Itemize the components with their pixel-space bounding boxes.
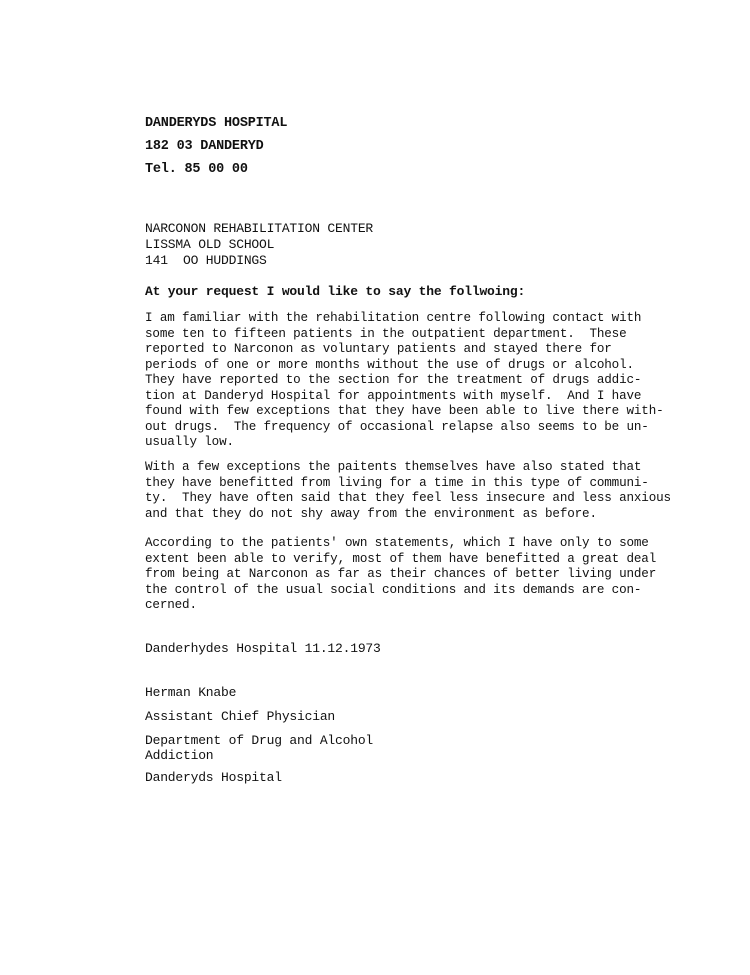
- paragraph-line: reported to Narconon as voluntary patients and stayed there for: [145, 342, 612, 356]
- paragraph-line: tion at Danderyd Hospital for appointments with myself. And I have: [145, 388, 642, 403]
- signatory-department: Department of Drug and Alcohol: [145, 733, 374, 748]
- signatory-institution: Danderyds Hospital: [145, 770, 282, 785]
- signatory-title: Assistant Chief Physician: [145, 709, 336, 724]
- paragraph-line: out drugs. The frequency of occasional relapse also seems to be un-: [145, 419, 649, 434]
- paragraph-2: [145, 460, 671, 522]
- sender-name: DANDERYDS HOSPITAL: [145, 116, 288, 131]
- paragraph-line: from being at Narconon as far as their chances of better living under: [145, 567, 657, 581]
- sender-phone: Tel. 85 00 00: [145, 162, 248, 177]
- paragraph-line: the control of the usual social conditions and its demands are con-: [145, 582, 642, 597]
- paragraph-line: found with few exceptions that they have been able to live there with-: [145, 404, 664, 418]
- paragraph-line: usually low.: [145, 435, 234, 449]
- paragraph-line: With a few exceptions the paitents themselves have also stated that: [145, 460, 642, 474]
- paragraph-1: [145, 311, 664, 451]
- paragraph-line: ty. They have often said that they feel less insecure and less anxious: [145, 491, 671, 505]
- signatory-department-cont: Addiction: [145, 748, 214, 763]
- paragraph-line: and that they do not shy away from the environment as before.: [145, 506, 597, 521]
- paragraph-line: They have reported to the section for the treatment of drugs addic-: [145, 373, 642, 387]
- paragraph-line: cerned.: [145, 598, 197, 612]
- intro-line: At your request I would like to say the follwoing:: [145, 284, 526, 299]
- paragraph-3: [145, 536, 656, 614]
- paragraph-line: extent been able to verify, most of them have benefitted a great deal: [145, 551, 657, 566]
- recipient-line-3: 141 OO HUDDINGS: [145, 253, 267, 268]
- recipient-line-1: NARCONON REHABILITATION CENTER: [145, 221, 374, 236]
- paragraph-line: they have benefitted from living for a time in this type of communi-: [145, 475, 649, 490]
- sender-postal: 182 03 DANDERYD: [145, 139, 264, 154]
- paragraph-line: some ten to fifteen patients in the outpatient department. These: [145, 326, 627, 341]
- recipient-line-2: LISSMA OLD SCHOOL: [145, 237, 275, 252]
- paragraph-line: I am familiar with the rehabilitation centre following contact with: [145, 311, 642, 325]
- signatory-name: Herman Knabe: [145, 685, 237, 700]
- date-line: Danderhydes Hospital 11.12.1973: [145, 641, 381, 656]
- paragraph-line: According to the patients' own statements, which I have only to some: [145, 536, 649, 550]
- paragraph-line: periods of one or more months without the use of drugs or alcohol.: [145, 357, 634, 372]
